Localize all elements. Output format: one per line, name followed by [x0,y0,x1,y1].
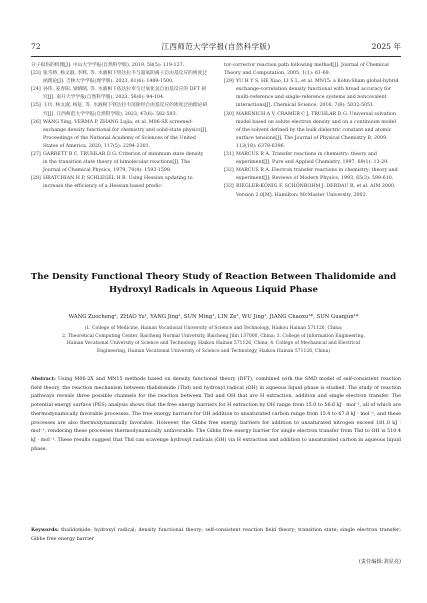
reference-text: HRATCHIAN H P, SCHLEGEL H B. Using Hessian updating to increase the efficiency of a Hessian based predic- [43,176,193,190]
reference-item [31,151,208,175]
author-list: WANG Zuocheng¹, ZHAO Yu¹, YANG Jing¹, SUN Ming¹, LIN Ze¹, WU Jing¹, JIANG Chaoxu¹*, SUN Guanjun¹* [68,314,359,320]
reference-item [31,62,208,70]
keywords [31,526,401,543]
reference-number: [26] [31,119,41,125]
reference-text: WANG Ying, VERMA P, ZHANG Lujia, et al. M06-SX screened-exchange density functional for chemistry and solid-state physics[J]. Proceedings of the National Academy of Sciences of the United States of America, 2020, 117(5): 2294-2301. [43,119,208,149]
abstract-text: Using M06-2X and MN15 methods based on density functional theory (DFT), combined with the SMD model of self-consistent reaction field theory, the reaction mechanism between thalidomide (Thd) and hydroxyl radical (OH) in aqueous liquid phase is studied. The study of reaction pathways reveals three possible channels for the reaction between Thd and OH that are H extraction, addition and single electron transfer. The potential energy surface (PES) analysis shows that the free energy barriers for H extraction by OH range from 15.0 to 56.6 kJ · mol⁻¹, all of which are thermodynamically favorable processes. The free energy barriers for OH addition to unsaturated carbon range from 15.4 to 67.8 kJ · mol⁻¹, and these processes are also thermodynamically favorable. However, the Gibbs free energy barriers for addition to unsaturated nitrogen exceed 181.0 kJ · mol⁻¹, rendering these processes thermodynamically unfavorable. The Gibbs free energy barrier for single electron transfer from Thd to OH is 510.4 kJ · mol⁻¹. These results suggest that Thd can scavenge hydroxyl radicals (OH) via H extraction and addition to unsaturated carbon in aqueous liquid phase. [31,376,401,452]
page-number: 72 [31,42,41,51]
english-title [20,271,407,296]
reference-number: [32] [224,168,234,174]
abstract-label: Abstract: [31,376,56,382]
journal-title: 江西师范大学学报(自然科学版) [161,42,271,51]
reference-number: [30] [224,111,234,117]
keywords-text: thalidomide; hydroxyl radical; density functional theory; self-consistent reaction field theory; transition state; single electron transfer; Gibbs free energy barrier [31,527,401,542]
affiliation-line: 2. Theoretical Computing Center, Baicheng Normal University, Baicheng Jilin 137000, China; 3. College of Information Engineering, [62,333,365,339]
reference-item [224,151,401,167]
running-header [31,40,401,54]
reference-number: [33] [224,184,234,190]
reference-number: [31] [224,152,234,158]
reference-item [31,86,208,102]
reference-text: MARCUS R A. Electron transfer reactions in chemistry: theory and experiment[J]. Reviews of Modern Physics, 1993, 65(3): 599-610. [236,168,398,182]
title-line: The Density Functional Theory Study of Reaction Between Thalidomide and [30,272,397,282]
reference-text: 张雪娇, 杨文淑, 李辉, 等. 水液相下铁达拉韦与超氧阴离子自由基反应的密度泛函理论[J]. 吉林大学学报(理学版), 2023, 61(6): 1489-1500. [43,71,208,85]
references-left-column [31,62,208,192]
responsible-editor: (责任编辑:刘显亮) [358,559,401,565]
reference-text: YU H Y S, HE Xiao, LI S L, et al. MN15: a Kohn-Sham global-hybrid exchange-correlation density functional with broad accuracy for multi-reference and single-reference systems and noncovalent interactions[J]. Chemical Science, 2016, 7(8): 5032-5051. [236,79,399,109]
reference-item [224,78,401,110]
affiliation-line: Hainan Vocational University of Science and Technology, Haikou Hainan 571126, China; 4. College of Mechanical and Electrical [66,341,361,347]
reference-text: MARCUS R A. Transfer reactions in chemistry: theory and experiment[J]. Pure and Applied Chemistry, 1997, 69(1): 13-29. [236,152,389,166]
title-line: Hydroxyl Radicals in Aqueous Liquid Phase [109,284,318,295]
header-rule [31,56,401,57]
reference-number: [24] [31,87,41,93]
reference-item [31,70,208,86]
reference-text: 分子损伤的机理[J]. 中山大学学报(自然科学版), 2019, 58(5): 119-127. [31,63,185,68]
reference-number: [28] [31,176,41,182]
affiliations [40,325,387,355]
affiliation-line: (1. College of Medicine, Hainan Vocational University of Science and Technology, Haikou Hainan 571126, China; [84,326,343,331]
reference-item [224,167,401,183]
reference-number: [27] [31,152,41,158]
reference-item [224,111,401,151]
reference-item [31,119,208,151]
reference-item [31,175,208,191]
abstract [31,375,401,453]
reference-number: [29] [224,79,234,85]
reference-item [224,183,401,199]
reference-number: [23] [31,71,41,77]
reference-number: [25] [31,103,41,109]
reference-item [224,62,401,78]
reference-text: MARENICH A V, CRAMER C J, TRUHLAR D G. Universal solvation model based on solute electron density and on a continuum model of the solvent defined by the bulk dielectric constant and atomic surface tensions[J]. The Journal of Physical Chemistry B, 2009, 113(18): 6378-6396. [236,111,396,149]
reference-item [31,102,208,118]
keywords-label: Keywords: [31,527,59,533]
reference-text: 王玲, 杨文淑, 杨征, 等. 水液相下铁达拉韦清除羟自由基反应的密度泛函理论研究[J]. 江西师范大学学报(自然科学版), 2023, 47(6): 582-593. [43,103,208,117]
references-right-column [224,62,401,200]
reference-text: tor-corrector reaction path following method[J]. Journal of Chemical Theory and Computation, 2005, 1(1): 61-69. [224,63,389,77]
affiliation-line: Engineering, Hainan Vocational University of Science and Technology, Haikou Hainan 571126, China) [96,348,331,354]
journal-year: 2025 年 [371,42,401,51]
reference-text: GARRETT B C, TRUHLAR D G. Criterion of minimum state density in the transition state theory of bimolecular reactions[J]. The Journal of Chemical Physics, 1979, 70(4): 1593-1598. [43,152,204,174]
reference-text: 孙伟, 姜春阳, 梁晴晴, 等. 水液相下依达拉奉与过氧化氢自由基反应的 DFT 研究[J]. 南开大学学报(自然科学版), 2023, 56(6): 94-104. [43,87,207,101]
reference-text: BIEGLER-KÖNIG F, SCHÖNBOHM J, DERDAU R, et al. AIM 2000, Version 2.0[M]. Hamilton: McMaster University, 2002. [236,184,396,198]
